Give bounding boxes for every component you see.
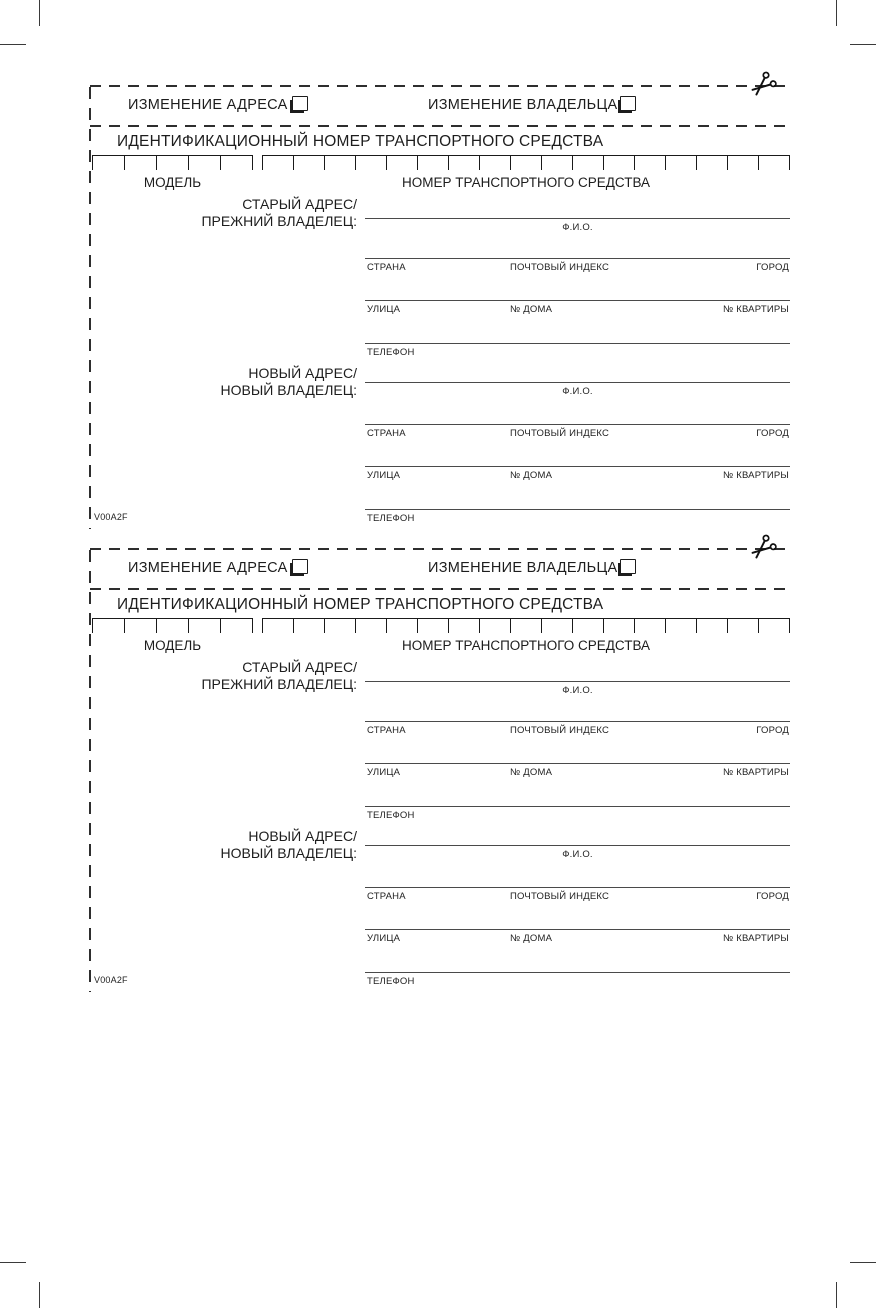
character-box[interactable] (634, 619, 665, 633)
apartment-number-caption: № КВАРТИРЫ (722, 767, 789, 778)
old-owner-label-line2: ПРЕЖНИЙ ВЛАДЕЛЕЦ: (201, 212, 357, 229)
old-address-owner-label (90, 659, 357, 692)
old-fullname-line[interactable] (365, 681, 790, 698)
change-form-copy-2 (90, 548, 793, 1000)
new-address-label-line1: НОВЫЙ АДРЕС/ (248, 828, 357, 844)
apartment-number-caption: № КВАРТИРЫ (722, 470, 789, 481)
character-box[interactable] (156, 619, 188, 633)
character-box[interactable] (479, 619, 510, 633)
left-cut-line-dashed (89, 87, 91, 529)
city-caption: ГОРОД (756, 891, 789, 902)
owner-change-label: ИЗМЕНЕНИЕ ВЛАДЕЛЬЦА (428, 560, 618, 576)
character-box[interactable] (355, 619, 386, 633)
new-phone-line[interactable] (365, 509, 790, 526)
owner-change-checkbox[interactable] (620, 559, 636, 574)
old-street-line[interactable] (365, 300, 790, 317)
old-phone-line[interactable] (365, 343, 790, 360)
street-caption: УЛИЦА (367, 933, 401, 944)
character-box[interactable] (92, 156, 124, 170)
street-caption: УЛИЦА (367, 767, 401, 778)
house-number-caption: № ДОМА (510, 767, 553, 778)
character-box[interactable] (92, 619, 124, 633)
character-box[interactable] (510, 619, 541, 633)
new-country-line[interactable] (365, 424, 790, 441)
character-box[interactable] (665, 619, 696, 633)
character-box[interactable] (696, 156, 727, 170)
phone-caption: ТЕЛЕФОН (367, 347, 415, 358)
vin-section-title: ИДЕНТИФИКАЦИОННЫЙ НОМЕР ТРАНСПОРТНОГО СРЕДСТВА (117, 133, 604, 150)
street-caption: УЛИЦА (367, 304, 401, 315)
owner-change-label: ИЗМЕНЕНИЕ ВЛАДЕЛЬЦА (428, 97, 618, 113)
crop-mark-top-right-horizontal (850, 44, 876, 45)
apartment-number-caption: № КВАРТИРЫ (722, 304, 789, 315)
crop-mark-bottom-right-vertical (836, 1282, 837, 1308)
character-box[interactable] (156, 156, 188, 170)
new-address-owner-label (90, 828, 357, 861)
character-box[interactable] (324, 619, 355, 633)
character-box[interactable] (355, 156, 386, 170)
country-caption: СТРАНА (367, 262, 406, 273)
street-caption: УЛИЦА (367, 470, 401, 481)
old-fullname-line[interactable] (365, 218, 790, 235)
address-change-checkbox[interactable] (292, 96, 308, 111)
character-box[interactable] (324, 156, 355, 170)
crop-mark-top-right-vertical (836, 0, 837, 26)
character-box[interactable] (603, 619, 634, 633)
postal-code-caption: ПОЧТОВЫЙ ИНДЕКС (510, 725, 610, 736)
character-box[interactable] (293, 619, 324, 633)
old-address-label-line1: СТАРЫЙ АДРЕС/ (242, 659, 357, 675)
new-address-label-line1: НОВЫЙ АДРЕС/ (248, 365, 357, 381)
crop-mark-top-left-vertical (39, 0, 40, 26)
new-street-line[interactable] (365, 929, 790, 946)
left-cut-line-dashed (89, 550, 91, 992)
character-box[interactable] (262, 156, 293, 170)
phone-caption: ТЕЛЕФОН (367, 976, 415, 987)
fullname-caption: Ф.И.О. (562, 685, 593, 696)
new-country-line[interactable] (365, 887, 790, 904)
new-street-line[interactable] (365, 466, 790, 483)
crop-mark-bottom-left-horizontal (0, 1262, 26, 1263)
crop-mark-bottom-right-horizontal (850, 1262, 876, 1263)
character-box[interactable] (448, 156, 479, 170)
fullname-caption: Ф.И.О. (562, 222, 593, 233)
city-caption: ГОРОД (756, 725, 789, 736)
new-phone-line[interactable] (365, 972, 790, 989)
character-box[interactable] (479, 156, 510, 170)
old-country-line[interactable] (365, 258, 790, 275)
character-box[interactable] (634, 156, 665, 170)
vin-character-boxes[interactable] (262, 618, 790, 633)
model-label: МОДЕЛЬ (143, 638, 202, 653)
crop-mark-top-left-horizontal (0, 44, 26, 45)
character-box[interactable] (510, 156, 541, 170)
character-box[interactable] (188, 156, 220, 170)
character-box[interactable] (293, 156, 324, 170)
fullname-caption: Ф.И.О. (562, 386, 593, 397)
character-box[interactable] (417, 619, 448, 633)
vehicle-number-label: НОМЕР ТРАНСПОРТНОГО СРЕДСТВА (401, 638, 651, 653)
old-country-line[interactable] (365, 721, 790, 738)
house-number-caption: № ДОМА (510, 304, 553, 315)
character-box[interactable] (262, 619, 293, 633)
vehicle-number-label: НОМЕР ТРАНСПОРТНОГО СРЕДСТВА (401, 175, 651, 190)
character-box[interactable] (727, 619, 758, 633)
character-box[interactable] (386, 619, 417, 633)
postal-code-caption: ПОЧТОВЫЙ ИНДЕКС (510, 262, 610, 273)
owner-change-checkbox[interactable] (620, 96, 636, 111)
model-character-boxes[interactable] (92, 618, 253, 633)
character-box[interactable] (603, 156, 634, 170)
character-box[interactable] (124, 156, 156, 170)
address-change-checkbox[interactable] (292, 559, 308, 574)
address-change-label: ИЗМЕНЕНИЕ АДРЕСА (128, 560, 288, 576)
fullname-caption: Ф.И.О. (562, 849, 593, 860)
old-owner-label-line2: ПРЕЖНИЙ ВЛАДЕЛЕЦ: (201, 675, 357, 692)
character-box[interactable] (758, 156, 789, 170)
character-box[interactable] (417, 156, 448, 170)
model-character-boxes[interactable] (92, 155, 253, 170)
country-caption: СТРАНА (367, 725, 406, 736)
character-box[interactable] (696, 619, 727, 633)
country-caption: СТРАНА (367, 428, 406, 439)
postal-code-caption: ПОЧТОВЫЙ ИНДЕКС (510, 891, 610, 902)
new-fullname-line[interactable] (365, 382, 790, 399)
new-owner-label-line2: НОВЫЙ ВЛАДЕЛЕЦ: (220, 381, 357, 398)
old-phone-line[interactable] (365, 806, 790, 823)
address-change-label: ИЗМЕНЕНИЕ АДРЕСА (128, 97, 288, 113)
character-box[interactable] (758, 619, 789, 633)
house-number-caption: № ДОМА (510, 933, 553, 944)
form-code: V00A2F (94, 512, 128, 522)
phone-caption: ТЕЛЕФОН (367, 810, 415, 821)
vin-section-title: ИДЕНТИФИКАЦИОННЫЙ НОМЕР ТРАНСПОРТНОГО СРЕДСТВА (117, 596, 604, 613)
character-box[interactable] (541, 619, 572, 633)
crop-mark-bottom-left-vertical (39, 1282, 40, 1308)
cut-line-dashed (90, 548, 793, 550)
character-box[interactable] (220, 156, 252, 170)
apartment-number-caption: № КВАРТИРЫ (722, 933, 789, 944)
character-box[interactable] (541, 156, 572, 170)
vin-character-boxes[interactable] (262, 155, 790, 170)
character-box[interactable] (572, 156, 603, 170)
character-box[interactable] (727, 156, 758, 170)
new-address-owner-label (90, 365, 357, 398)
character-box[interactable] (124, 619, 156, 633)
house-number-caption: № ДОМА (510, 470, 553, 481)
character-box[interactable] (220, 619, 252, 633)
new-owner-label-line2: НОВЫЙ ВЛАДЕЛЕЦ: (220, 844, 357, 861)
change-form-copy-1 (90, 85, 793, 537)
character-box[interactable] (448, 619, 479, 633)
old-address-label-line1: СТАРЫЙ АДРЕС/ (242, 196, 357, 212)
character-box[interactable] (386, 156, 417, 170)
postal-code-caption: ПОЧТОВЫЙ ИНДЕКС (510, 428, 610, 439)
form-code: V00A2F (94, 975, 128, 985)
scissors-icon (743, 65, 782, 104)
header-divider-dashed (90, 588, 793, 590)
city-caption: ГОРОД (756, 428, 789, 439)
header-divider-dashed (90, 125, 793, 127)
old-address-owner-label (90, 196, 357, 229)
country-caption: СТРАНА (367, 891, 406, 902)
model-label: МОДЕЛЬ (143, 175, 202, 190)
character-box[interactable] (188, 619, 220, 633)
phone-caption: ТЕЛЕФОН (367, 513, 415, 524)
new-fullname-line[interactable] (365, 845, 790, 862)
character-box[interactable] (665, 156, 696, 170)
old-street-line[interactable] (365, 763, 790, 780)
city-caption: ГОРОД (756, 262, 789, 273)
cut-line-dashed (90, 85, 793, 87)
character-box[interactable] (572, 619, 603, 633)
